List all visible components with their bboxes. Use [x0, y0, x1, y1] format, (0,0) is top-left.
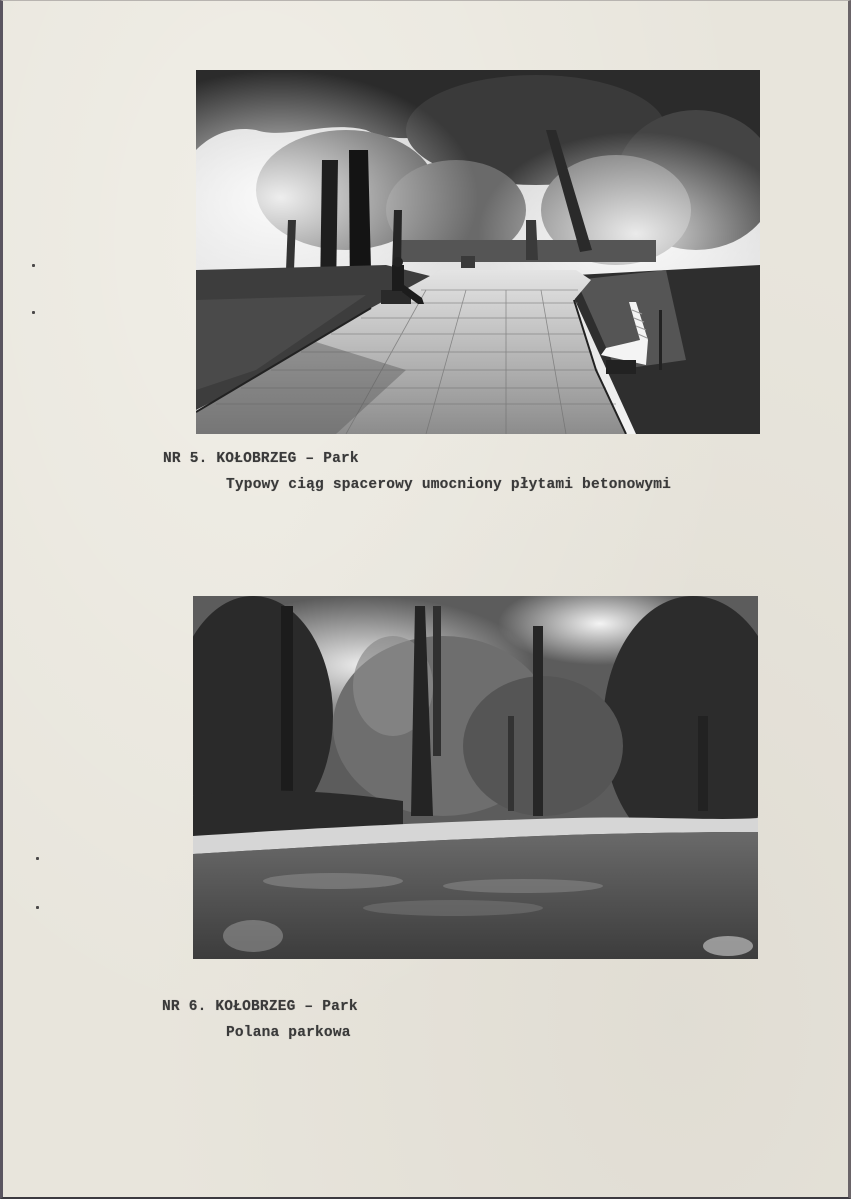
photo-park-promenade	[196, 70, 760, 434]
punch-mark	[36, 906, 39, 909]
promenade-image	[196, 70, 760, 434]
photo-1-description: Typowy ciąg spacerowy umocniony płytami betonowymi	[226, 477, 672, 493]
photo-1-heading: NR 5. KOŁOBRZEG – Park	[163, 451, 359, 467]
punch-mark	[36, 857, 39, 860]
glade-image	[193, 596, 758, 959]
punch-mark	[32, 311, 35, 314]
photo-2-heading: NR 6. KOŁOBRZEG – Park	[162, 999, 358, 1015]
punch-mark	[32, 264, 35, 267]
photo-park-glade	[193, 596, 758, 959]
photo-2-description: Polana parkowa	[226, 1025, 351, 1041]
